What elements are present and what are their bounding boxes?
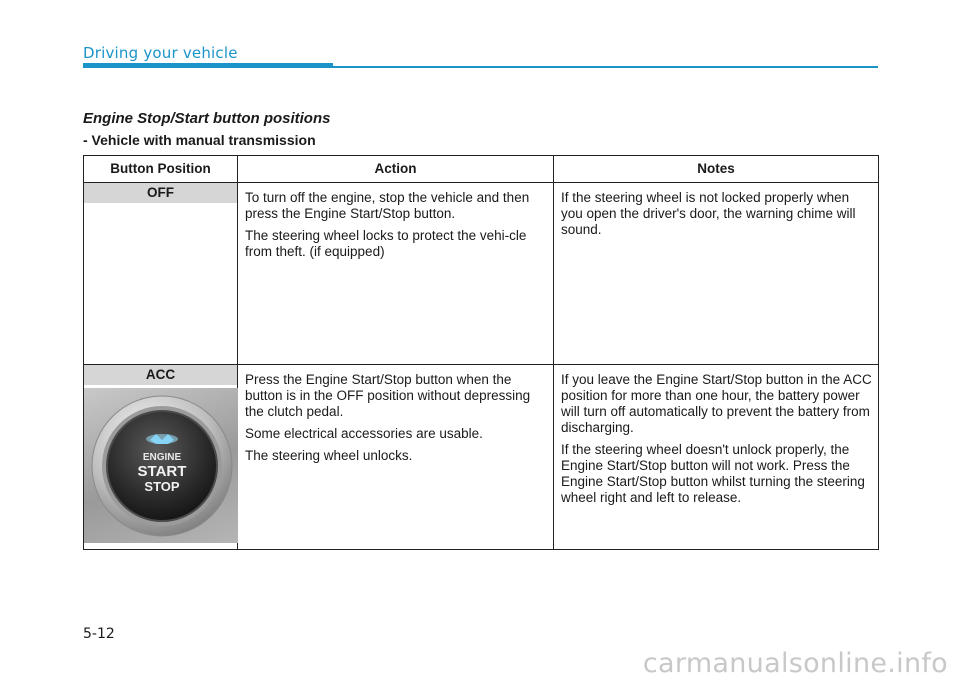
notes-text: If the steering wheel is not locked properly when you open the driver's door, the warning chime will sound.	[561, 190, 856, 237]
table-row-off	[84, 183, 879, 365]
action-text: To turn off the engine, stop the vehicle and then press the Engine Start/Stop button.	[245, 190, 530, 221]
column-header-position: Button Position	[84, 156, 238, 183]
section-subtitle: - Vehicle with manual transmission	[83, 132, 316, 148]
action-cell-acc	[238, 365, 554, 550]
watermark-link[interactable]: carmanualsonline.info	[642, 648, 948, 679]
column-header-notes: Notes	[554, 156, 879, 183]
position-cell-off	[84, 183, 238, 365]
engine-label: ENGINE	[142, 452, 182, 463]
notes-text: If you leave the Engine Start/Stop button in the ACC position for more than one hour, the battery power will turn off automatically to prevent the battery from discharging.	[561, 372, 872, 435]
column-header-action: Action	[238, 156, 554, 183]
action-text: The steering wheel locks to protect the vehi-cle from theft. (if equipped)	[245, 228, 527, 259]
header-title: Driving your vehicle	[83, 44, 238, 62]
action-text: The steering wheel unlocks.	[245, 448, 413, 463]
notes-cell-off	[554, 183, 879, 365]
engine-button-icon	[84, 388, 238, 543]
page-number: 5-12	[83, 626, 115, 642]
table-header-row	[84, 156, 879, 183]
position-label-acc: ACC	[84, 365, 237, 385]
table-row-acc	[84, 365, 879, 550]
notes-text: If the steering wheel doesn't unlock properly, the Engine Start/Stop button will not work. Press the Engine Start/Stop button whilst turning the steering wheel right and left to release.	[561, 442, 865, 505]
engine-start-stop-button-image	[84, 388, 238, 543]
action-cell-off	[238, 183, 554, 365]
position-cell-acc	[84, 365, 238, 550]
position-label-off: OFF	[84, 183, 237, 203]
action-text: Press the Engine Start/Stop button when the button is in the OFF position without depressing the clutch pedal.	[245, 372, 531, 419]
header-rule-thin	[333, 66, 878, 68]
button-positions-table	[83, 155, 879, 550]
notes-cell-acc	[554, 365, 879, 550]
start-label: START	[137, 463, 187, 480]
stop-label: STOP	[144, 479, 180, 494]
action-text: Some electrical accessories are usable.	[245, 426, 483, 441]
section-title: Engine Stop/Start button positions	[83, 110, 331, 127]
header-rule-thick	[83, 63, 333, 68]
